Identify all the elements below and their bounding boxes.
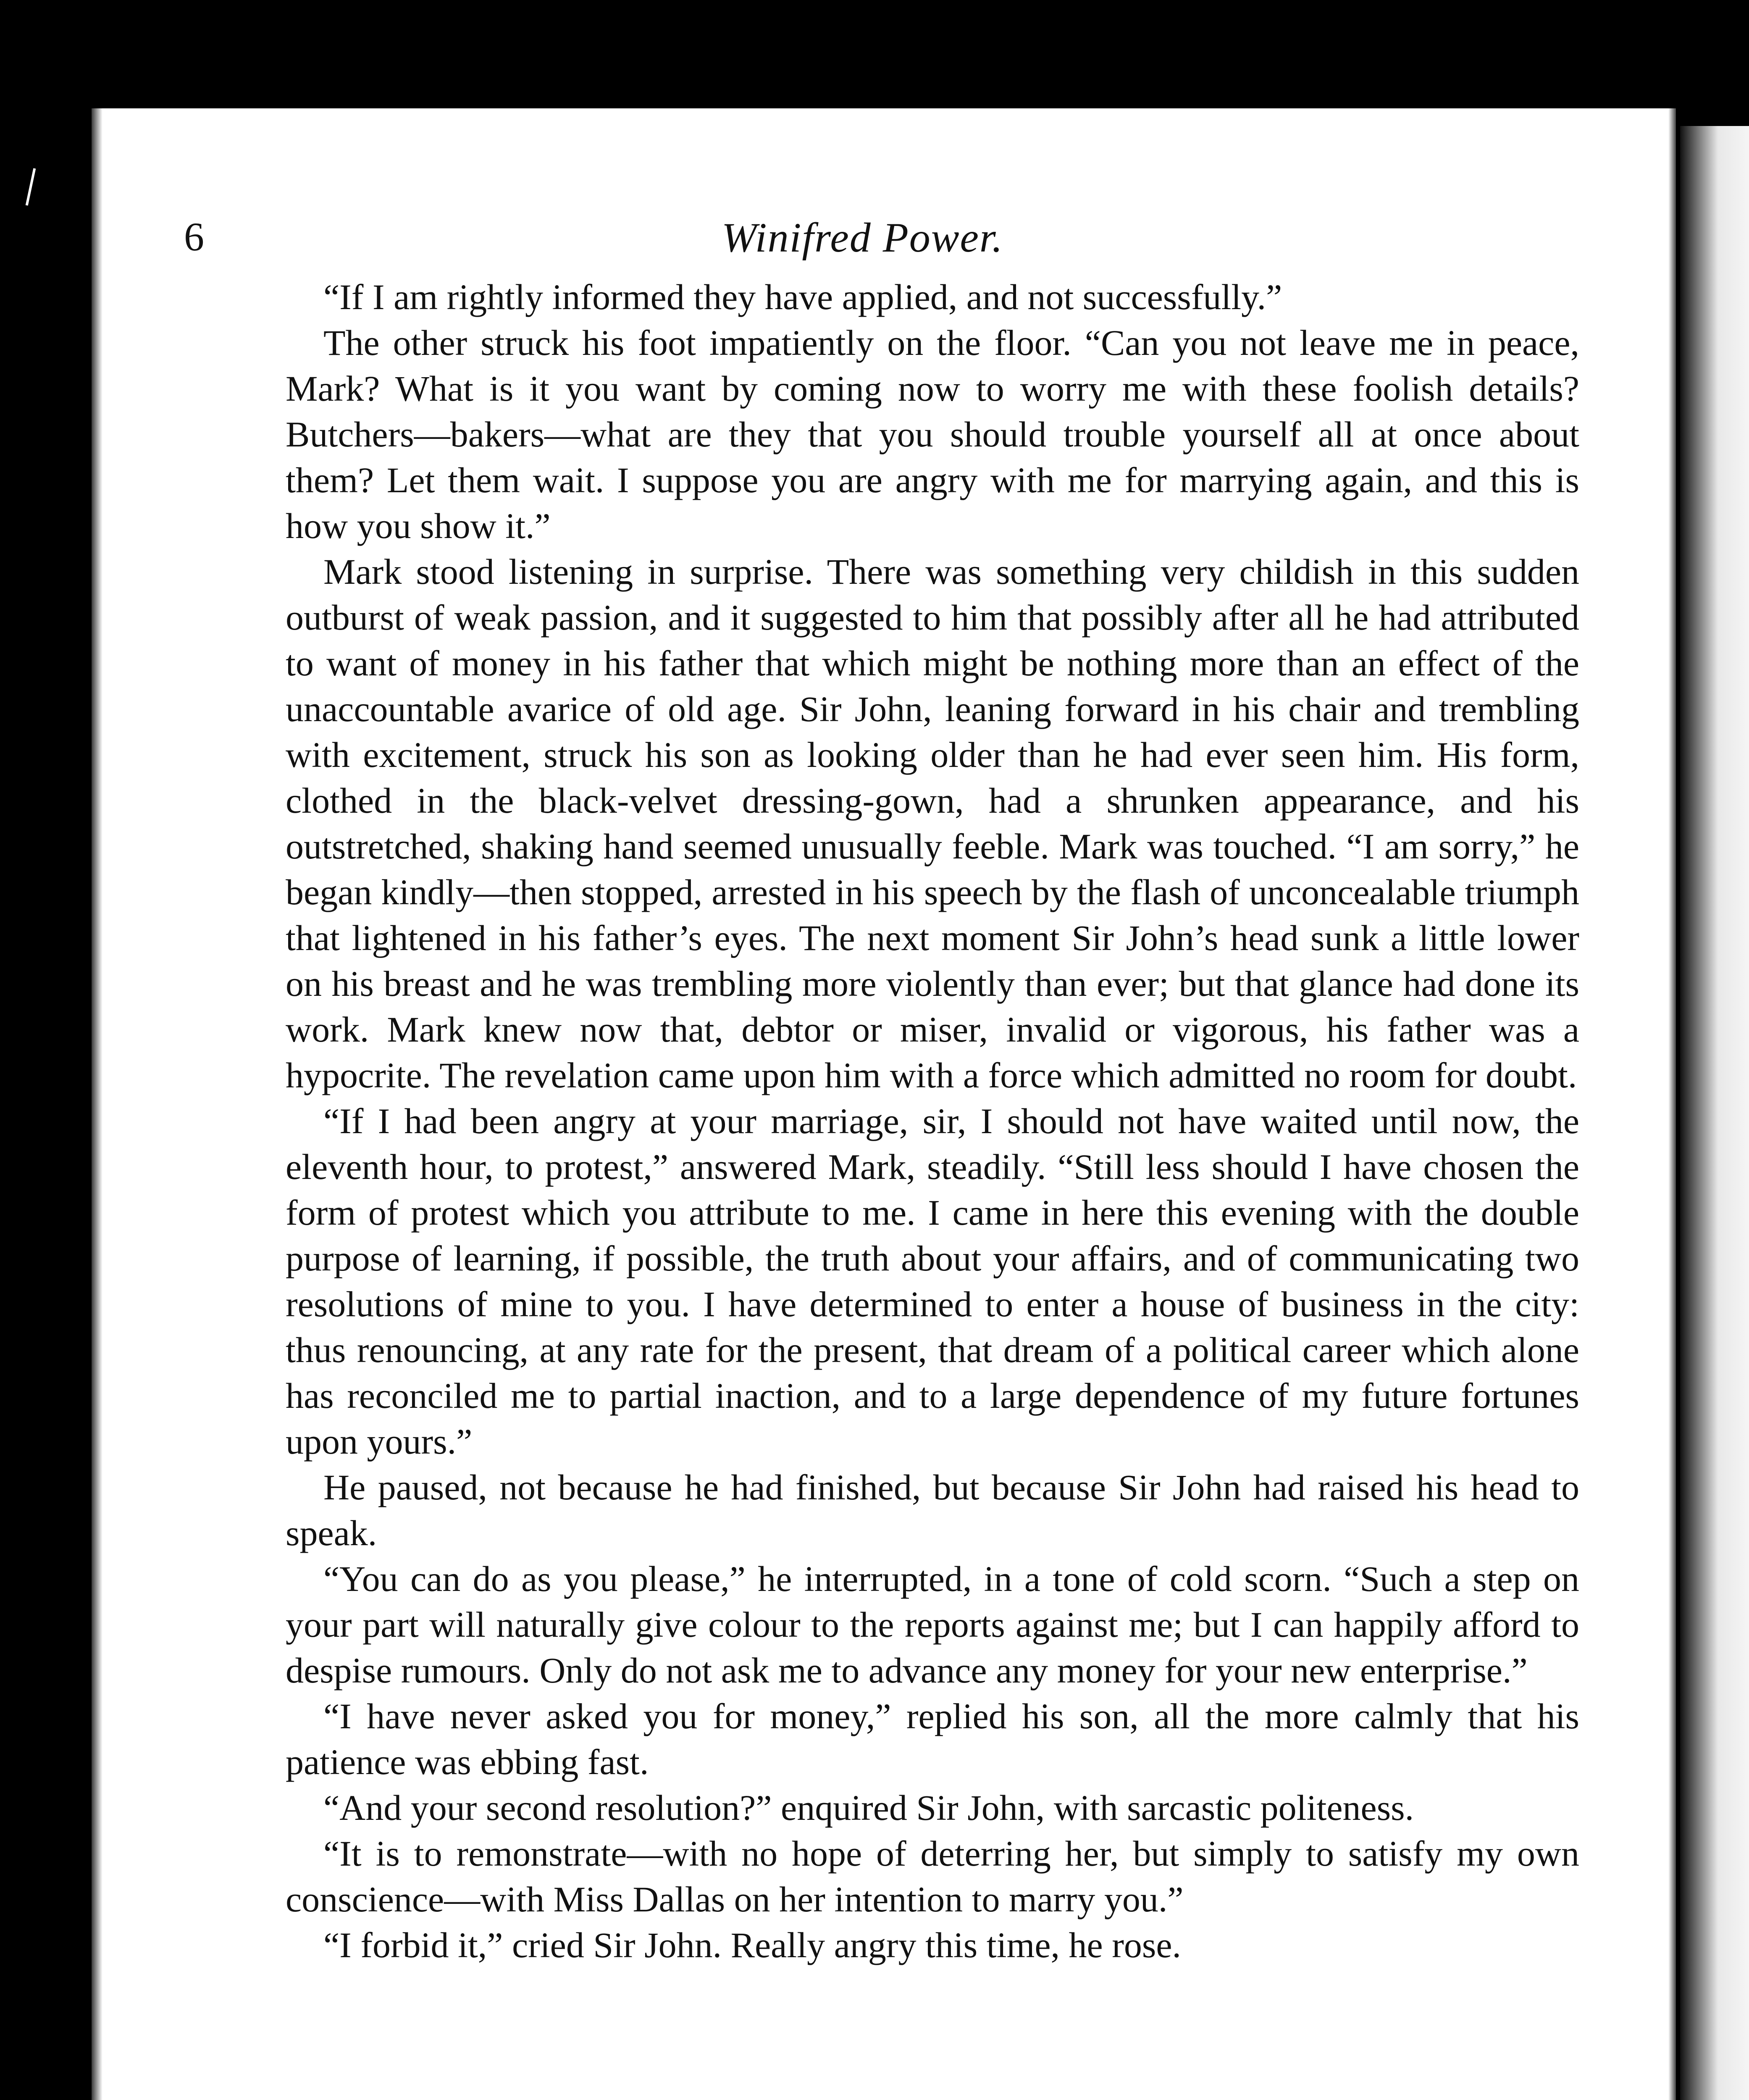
paragraph: “I have never asked you for money,” replied his son, all the more calmly that his patience was ebbing fast.	[286, 1696, 1579, 1782]
paragraph: “And your second resolution?” enquired Sir John, with sarcastic politeness.	[323, 1788, 1414, 1828]
paragraph: Mark stood listening in surprise. There was something very childish in this sudden outburst of weak passion, and it suggested to him that possibly after all he had attributed to want of money in his father that which might be nothing more than an effect of the unaccountable avarice of old age. Sir John, leaning forward in his chair and trembling with excitement, struck his son as looking older than he had ever seen him. His form, clothed in the black-velvet dressing-gown, had a shrunken appearance, and his outstretched, shaking hand seemed unusually feeble. Mark was touched. “I am sorry,” he began kindly—then stopped, arrested in his speech by the flash of unconcealable triumph that lightened in his father’s eyes. The next moment Sir John’s head sunk a little lower on his breast and he was trembling more violently than ever; but that glance had done its work. Mark knew now that, debtor or miser, invalid or vigorous, his father was a hypocrite. The revelation came upon him with a force which admitted no room for doubt.	[286, 551, 1579, 1095]
paragraph: “If I am rightly informed they have applied, and not successfully.”	[323, 277, 1282, 317]
edge-mark	[26, 168, 36, 205]
paragraph: “It is to remonstrate—with no hope of deterring her, but simply to satisfy my own conscience—with Miss Dallas on her intention to marry you.”	[286, 1833, 1579, 1919]
running-title: Winifred Power.	[722, 214, 1003, 261]
paragraph: “I forbid it,” cried Sir John. Really angry this time, he rose.	[323, 1925, 1181, 1965]
paragraph: The other struck his foot impatiently on the floor. “Can you not leave me in peace, Mark? What is it you want by coming now to worry me with these foolish details? Butchers—bakers—what are they that you should trouble yourself all at once about them? Let them wait. I suppose you are angry with me for marrying again, and this is how you show it.”	[286, 323, 1579, 546]
body-text	[286, 274, 1579, 1968]
paragraph: “You can do as you please,” he interrupted, in a tone of cold scorn. “Such a step on your part will naturally give colour to the reports against me; but I can happily afford to despise rumours. Only do not ask me to advance any money for your new enterprise.”	[286, 1559, 1579, 1690]
page-edge-shadow	[1668, 108, 1676, 2100]
book-page	[92, 108, 1676, 2100]
page-gutter-shadow	[92, 108, 102, 2100]
adjacent-page-edge	[1680, 126, 1749, 2100]
page-number: 6	[184, 214, 204, 259]
paragraph: “If I had been angry at your marriage, sir, I should not have waited until now, the eleventh hour, to protest,” answered Mark, steadily. “Still less should I have chosen the form of protest which you attribute to me. I came in here this evening with the double purpose of learning, if possible, the truth about your affairs, and of communicating two resolutions of mine to you. I have determined to enter a house of business in the city: thus renouncing, at any rate for the present, that dream of a political career which alone has reconciled me to partial inaction, and to a large dependence of my future fortunes upon yours.”	[286, 1101, 1579, 1462]
paragraph: He paused, not because he had finished, but because Sir John had raised his head to speak.	[286, 1467, 1579, 1553]
